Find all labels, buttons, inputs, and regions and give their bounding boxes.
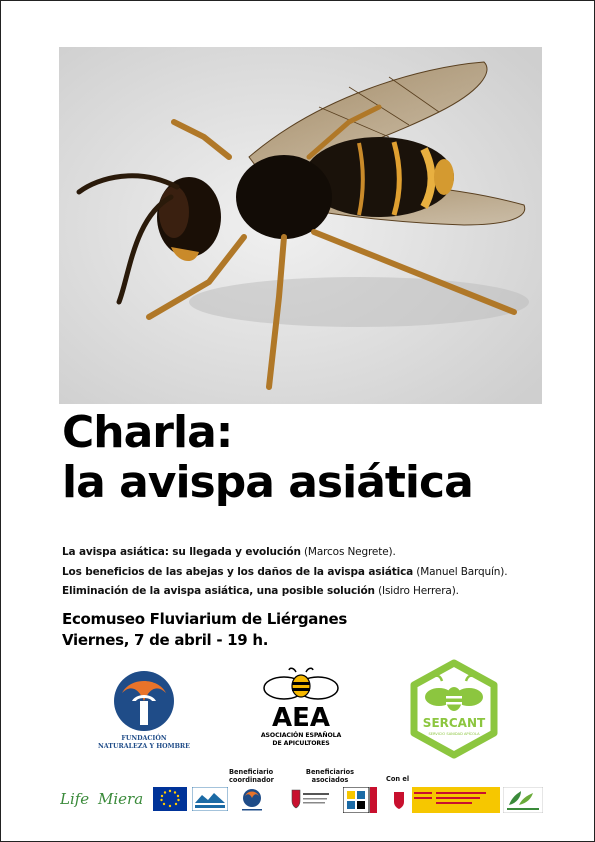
sercant-name: SERCANT (422, 716, 486, 730)
talk-item (62, 582, 582, 602)
gobierno-espana-logo (386, 787, 500, 813)
talk-topic: Los beneficios de las abejas y los daños de la avispa asiática (62, 565, 414, 578)
ayuntamiento-crest-icon (288, 787, 332, 813)
fnh-logo (92, 667, 196, 753)
svg-text:Life: Life (60, 790, 90, 808)
aea-letters: AEA (271, 703, 331, 732)
event-date: Viernes, 7 de abril - 19 h. (62, 631, 269, 649)
talk-item (62, 543, 582, 563)
life-miera-logo (60, 786, 146, 810)
talk-topic: Eliminación de la avispa asiática, una posible solución (62, 585, 375, 597)
aea-line-1: ASOCIACIÓN ESPAÑOLA (260, 732, 342, 739)
wasp-photo (59, 47, 542, 404)
talk-item (62, 563, 582, 583)
beneficiario-coordinador-label: Beneficiario coordinador (229, 768, 274, 784)
aea-logo (256, 666, 346, 758)
talk-speaker: (Manuel Barquín). (413, 565, 508, 578)
aea-line-2: DE APICULTORES (272, 739, 330, 747)
title-line-2: la avispa asiática (62, 457, 473, 508)
natura-2000-logo (192, 787, 228, 811)
title-line-1: Charla: (62, 407, 233, 458)
eu-flag-icon (153, 787, 187, 811)
talk-speaker: (Marcos Negrete). (300, 546, 396, 558)
page-title (62, 408, 562, 508)
venue-place: Ecomuseo Fluviarium de Liérganes (62, 610, 348, 628)
sercant-hexagon-icon (406, 659, 502, 761)
fnh-line-1: FUNDACIÓN (121, 735, 167, 742)
sercant-subtitle: SERVICIO SANIDAD APÍCOLA (428, 732, 480, 736)
fundacion-biodiversidad-logo (503, 787, 543, 813)
svg-text:Miera: Miera (98, 790, 144, 808)
event-venue (62, 609, 347, 651)
fnh-line-2: NATURALEZA Y HOMBRE (98, 743, 190, 750)
fnh-emblem-icon (92, 667, 196, 735)
talk-topic: La avispa asiática: su llegada y evolución (62, 546, 301, 558)
sercant-logo (406, 659, 502, 761)
con-el-label: Con el (386, 775, 410, 783)
talk-speaker: (Isidro Herrera). (374, 585, 459, 597)
fnh-small-logo (238, 787, 266, 813)
beneficiarios-asociados-label: Beneficiarios asociados (305, 768, 355, 784)
bee-icon (256, 666, 346, 732)
talks-list (62, 543, 582, 602)
associate-logo (343, 787, 377, 813)
